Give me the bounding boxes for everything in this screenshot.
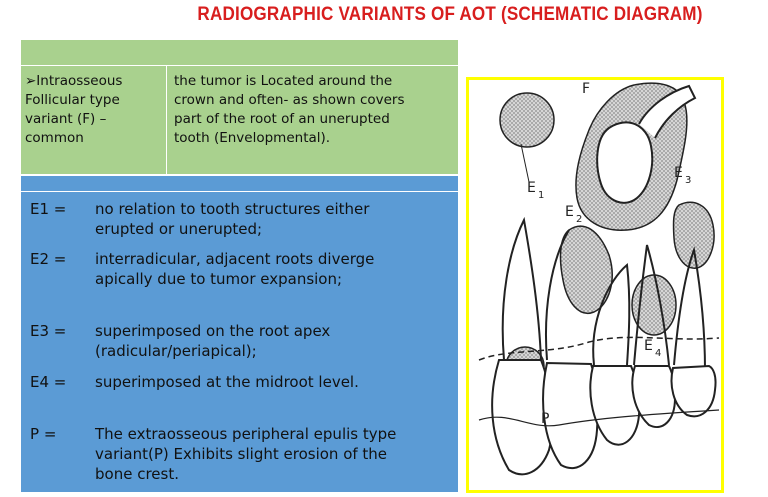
description-line: tooth (Envelopmental). (174, 130, 331, 146)
definition-line: no relation to tooth structures either (95, 200, 370, 218)
label-p: P (541, 411, 550, 427)
label-e3: E (674, 165, 683, 181)
panel-divider (21, 191, 458, 192)
column-divider (166, 66, 167, 174)
description-line: the tumor is Located around the (174, 73, 393, 89)
tooth-schematic (469, 80, 721, 490)
variant-line: variant (F) – (25, 111, 107, 127)
variant-name (25, 72, 165, 148)
lesion-e3 (674, 202, 715, 268)
definition-line: apically due to tumor expansion; (95, 270, 343, 288)
unerupted-crown (597, 122, 652, 202)
definition-line: superimposed at the midroot level. (95, 373, 359, 391)
label-e1-sub: 1 (538, 190, 545, 201)
tooth-crown-5 (672, 366, 716, 416)
label-e2: E (565, 204, 574, 220)
tooth-root-5 (674, 250, 705, 370)
tooth-crown-2 (543, 363, 597, 468)
definition-text (95, 424, 450, 484)
definition-line: bone crest. (95, 465, 179, 483)
label-e4: E (644, 338, 653, 354)
label-f: F (582, 81, 591, 97)
lesion-e2 (561, 226, 613, 313)
leader-e1 (521, 144, 529, 182)
green-header-band (21, 40, 458, 65)
label-e3-sub: 3 (685, 175, 692, 186)
variant-line: Follicular type (25, 92, 120, 108)
description-line: crown and often- as shown covers (174, 92, 405, 108)
definition-line: (radicular/periapical); (95, 342, 257, 360)
variant-line: common (25, 130, 84, 146)
label-e1: E (527, 180, 536, 196)
definition-line: The extraosseous peripheral epulis type (95, 425, 397, 443)
definition-key: E4 = (30, 373, 67, 391)
definition-key: E3 = (30, 322, 67, 340)
label-e4-sub: 4 (655, 348, 662, 359)
definition-line: erupted or unerupted; (95, 220, 263, 238)
definition-key: P = (30, 425, 57, 443)
tooth-root-1 (503, 220, 541, 360)
definition-text (95, 372, 450, 392)
definition-line: variant(P) Exhibits slight erosion of the (95, 445, 388, 463)
definition-line: interradicular, adjacent roots diverge (95, 250, 375, 268)
blue-separator-band (21, 175, 458, 191)
page-title: RADIOGRAPHIC VARIANTS OF AOT (SCHEMATIC DIAGRAM) (197, 4, 703, 25)
lesion-e1 (500, 93, 554, 147)
definitions-panel (21, 192, 458, 492)
variant-description (174, 72, 454, 148)
definition-key: E2 = (30, 250, 67, 268)
definition-key: E1 = (30, 200, 67, 218)
schematic-diagram (466, 77, 724, 493)
variant-line: ➢Intraosseous (25, 73, 123, 89)
description-line: part of the root of an unerupted (174, 111, 390, 127)
label-e2-sub: 2 (576, 214, 583, 225)
definition-text (95, 321, 450, 361)
definition-line: superimposed on the root apex (95, 322, 331, 340)
definition-text (95, 249, 450, 289)
definition-text (95, 199, 450, 239)
